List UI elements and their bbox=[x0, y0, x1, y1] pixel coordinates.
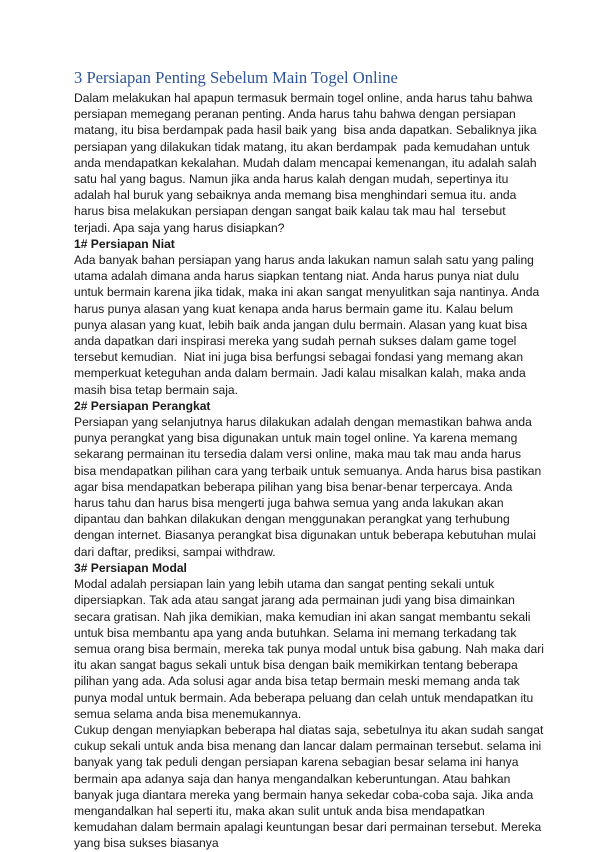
document-title: 3 Persiapan Penting Sebelum Main Togel Online bbox=[74, 68, 398, 87]
section-heading-perangkat: 2# Persiapan Perangkat bbox=[74, 398, 211, 413]
document-page bbox=[74, 68, 548, 852]
closing-paragraph: Cukup dengan menyiapkan beberapa hal diatas saja, sebetulnya itu akan sudah sangat cukup sekali untuk anda bisa menang dan lancar dalam permainan tersebut. selama ini banyak yang tak peduli dengan persiapan karena sebagian besar selama ini hanya bermain apa adanya saja dan hanya mengandalkan keberuntungan. Atau bahkan banyak juga diantara mereka yang bermain hanya sekedar coba-coba saja. Jika anda mengandalkan hal seperti itu, maka akan sulit untuk anda bisa mendapatkan kemudahan dalam bermain apalagi keuntungan besar dari permainan tersebut. Mereka yang bisa sukses biasanya bbox=[74, 722, 547, 851]
section-heading-modal: 3# Persiapan Modal bbox=[74, 560, 187, 575]
section-body-niat: Ada banyak bahan persiapan yang harus anda lakukan namun salah satu yang paling utama adalah dimana anda harus siapkan tentang niat. Anda harus punya niat dulu untuk bermain karena jika tidak, maka ini akan sangat menyulitkan saja nantinya. Anda harus punya alasan yang kuat kenapa anda harus bermain game itu. Kalau belum punya alasan yang kuat, lebih baik anda jangan dulu bermain. Alasan yang kuat bisa anda dapatkan dari inspirasi mereka yang sudah pernah sukses dalam game togel tersebut kemudian. Niat ini juga bisa berfungsi sebagai fondasi yang memang akan memperkuat keteguhan anda dalam bermain. Jadi kalau misalkan kalah, maka anda masih bisa tetap bermain saja. bbox=[74, 253, 543, 397]
section-body-modal: Modal adalah persiapan lain yang lebih utama dan sangat penting sekali untuk dipersiapkan. Tak ada atau sangat jarang ada permainan judi yang bisa dimainkan secara gratisan. Nah jika demikian, maka kemudian ini akan sangat membantu sekali untuk bisa membantu apa yang anda butuhkan. Selama ini memang terkadang tak semua orang bisa bermain, mereka tak punya modal untuk bisa gabung. Nah maka dari itu akan sangat bagus sekali untuk bisa dengan baik memikirkan tentang beberapa pilihan yang ada. Ada solusi agar anda bisa tetap bermain meski memang anda tak punya modal untuk bermain. Ada beberapa peluang dan celah untuk mendapatkan itu semua selama anda bisa menemukannya. bbox=[74, 577, 548, 721]
intro-paragraph: Dalam melakukan hal apapun termasuk bermain togel online, anda harus tahu bahwa persiapan memegang peranan penting. Anda harus tahu bahwa dengan persiapan matang, itu bisa berdampak pada hasil baik yang bisa anda dapatkan. Sebaliknya jika persiapan yang dilakukan tidak matang, itu akan berdampak pada kemudahan untuk anda mendapatkan kekalahan. Mudah dalam mencapai kemenangan, itu adalah salah satu hal yang bagus. Namun jika anda harus kalah dengan mudah, sepertinya itu adalah hal buruk yang sebaiknya anda memang bisa menghindari semua itu. anda harus bisa melakukan persiapan dengan sangat baik kalau tak mau hal tersebut terjadi. Apa saja yang harus disiapkan? bbox=[74, 91, 540, 235]
section-heading-niat: 1# Persiapan Niat bbox=[74, 236, 175, 251]
section-body-perangkat: Persiapan yang selanjutnya harus dilakukan adalah dengan memastikan bahwa anda punya perangkat yang bisa digunakan untuk main togel online. Ya karena memang sekarang permainan itu tersedia dalam versi online, maka mau tak mau anda harus bisa mendapatkan pilihan cara yang terbaik untuk semuanya. Anda harus bisa pastikan agar bisa mendapatkan beberapa pilihan yang bisa benar-benar terpercaya. Anda harus tahu dan harus bisa mengerti juga bahwa semua yang anda lakukan akan dipantau dan bahkan dilakukan dengan menggunakan perangkat yang terhubung dengan internet. Biasanya perangkat bisa digunakan untuk beberapa kebutuhan mulai dari daftar, prediksi, sampai withdraw. bbox=[74, 415, 545, 559]
